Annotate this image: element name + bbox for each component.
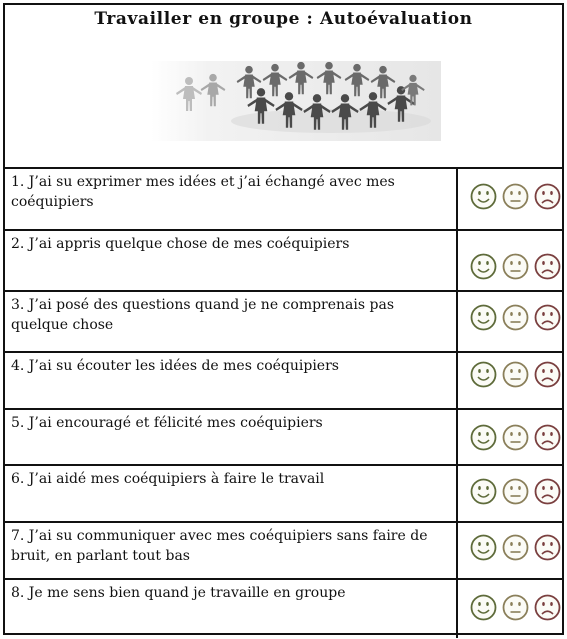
statement-text: 6. J’ai aidé mes coéquipiers à faire le travail	[5, 466, 458, 521]
statement-row	[5, 466, 562, 523]
rating-faces	[460, 580, 562, 638]
neutral-face-icon[interactable]	[502, 478, 529, 505]
neutral-face-icon[interactable]	[502, 534, 529, 561]
rating-faces	[460, 410, 562, 464]
rating-faces	[460, 231, 562, 290]
sad-face-icon[interactable]	[534, 478, 561, 505]
rating-faces	[460, 353, 562, 408]
statement-row	[5, 231, 562, 292]
statement-text: 4. J’ai su écouter les idées de mes coéquipiers	[5, 353, 458, 408]
neutral-face-icon[interactable]	[502, 361, 529, 388]
happy-face-icon[interactable]	[470, 594, 497, 621]
self-evaluation-sheet	[3, 3, 564, 635]
happy-face-icon[interactable]	[470, 304, 497, 331]
statement-text: 3. J’ai posé des questions quand je ne comprenais pas quelque chose	[5, 292, 458, 351]
sad-face-icon[interactable]	[534, 304, 561, 331]
header	[5, 5, 562, 169]
people-circle-image	[151, 61, 441, 141]
happy-face-icon[interactable]	[470, 183, 497, 210]
rating-faces	[460, 169, 562, 229]
happy-face-icon[interactable]	[470, 424, 497, 451]
statement-text: 8. Je me sens bien quand je travaille en groupe	[5, 580, 458, 638]
rating-faces	[460, 523, 562, 578]
statement-row	[5, 523, 562, 580]
neutral-face-icon[interactable]	[502, 183, 529, 210]
happy-face-icon[interactable]	[470, 361, 497, 388]
neutral-face-icon[interactable]	[502, 304, 529, 331]
statement-text: 1. J’ai su exprimer mes idées et j’ai échangé avec mes coéquipiers	[5, 169, 458, 229]
sad-face-icon[interactable]	[534, 183, 561, 210]
sad-face-icon[interactable]	[534, 361, 561, 388]
happy-face-icon[interactable]	[470, 534, 497, 561]
sad-face-icon[interactable]	[534, 594, 561, 621]
rating-faces	[460, 292, 562, 351]
happy-face-icon[interactable]	[470, 478, 497, 505]
neutral-face-icon[interactable]	[502, 253, 529, 280]
statement-list	[5, 169, 562, 638]
statement-row	[5, 292, 562, 353]
neutral-face-icon[interactable]	[502, 594, 529, 621]
neutral-face-icon[interactable]	[502, 424, 529, 451]
statement-text: 2. J’ai appris quelque chose de mes coéquipiers	[5, 231, 458, 290]
statement-row	[5, 580, 562, 638]
rating-faces	[460, 466, 562, 521]
statement-row	[5, 169, 562, 231]
happy-face-icon[interactable]	[470, 253, 497, 280]
statement-text: 7. J’ai su communiquer avec mes coéquipiers sans faire de bruit, en parlant tout bas	[5, 523, 458, 578]
statement-text: 5. J’ai encouragé et félicité mes coéquipiers	[5, 410, 458, 464]
statement-row	[5, 353, 562, 410]
sad-face-icon[interactable]	[534, 534, 561, 561]
statement-row	[5, 410, 562, 466]
sad-face-icon[interactable]	[534, 253, 561, 280]
sad-face-icon[interactable]	[534, 424, 561, 451]
page-title: Travailler en groupe : Autoévaluation	[94, 9, 473, 29]
